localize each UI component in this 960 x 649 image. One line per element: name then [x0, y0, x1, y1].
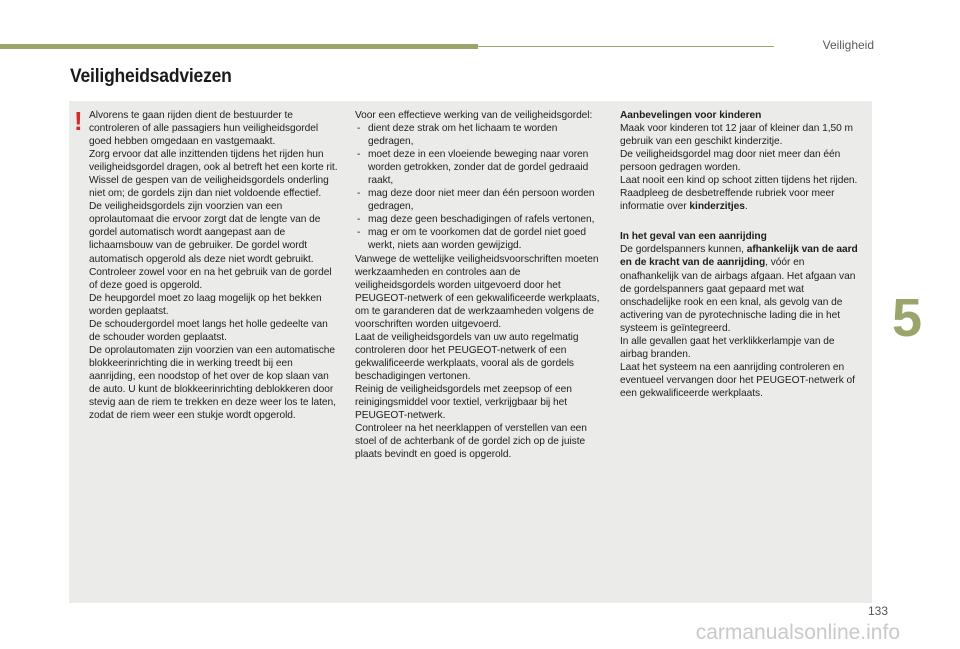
text: Raadpleeg de desbetreffende rubriek voor meer informatie over [620, 188, 835, 213]
list-item: - moet deze in een vloeiende beweging naar voren worden getrokken, zonder dat de gordel gedraaid raakt, [355, 148, 600, 187]
list-item: - dient deze strak om het lichaam te worden gedragen, [355, 122, 600, 148]
header-divider [478, 46, 774, 47]
page-title: Veiligheidsadviezen [70, 66, 232, 87]
paragraph: Vanwege de wettelijke veiligheidsvoorschriften moeten werkzaamheden en controles aan de veiligheidsgordels worden uitgevoerd door het PEUGEOT-netwerk of een gekwalificeerde werkplaats, om te garanderen dat de werkzaamheden volgens de voorschriften worden uitgevoerd. [355, 253, 600, 330]
paragraph: Controleer zowel voor en na het gebruik van de gordel of deze goed is opgerold. [89, 266, 332, 291]
paragraph: De heupgordel moet zo laag mogelijk op het bekken worden geplaatst. [89, 292, 322, 317]
chapter-number: 5 [892, 288, 923, 348]
column-3 [620, 109, 865, 400]
page-number: 133 [867, 604, 888, 618]
header-accent-bar [0, 44, 478, 49]
paragraph-intro: Voor een effectieve werking van de veiligheidsgordel: [355, 110, 593, 121]
paragraph [620, 243, 865, 334]
paragraph: Maak voor kinderen tot 12 jaar of kleiner dan 1,50 m gebruik van een geschikt kinderzitje. [620, 123, 853, 148]
paragraph: Zorg ervoor dat alle inzittenden tijdens het rijden hun veiligheidsgordel dragen, ook al betreft het een korte rit. [89, 149, 338, 174]
paragraph: De veiligheidsgordels zijn voorzien van een oprolautomaat die ervoor zorgt dat de lengte van de gordel automatisch wordt aangepast aan de lichaamsbouw van de gebruiker. De gordel wordt automatisch opgerold als deze niet wordt gebruikt. [89, 201, 321, 265]
section-label: Veiligheid [822, 38, 874, 52]
text: De gordelspanners kunnen, [620, 244, 747, 256]
child-seats-reference: kinderzitjes [689, 201, 745, 213]
paragraph: De veiligheidsgordel mag door niet meer dan één persoon gedragen worden. [620, 149, 841, 174]
list-item: - mag deze door niet meer dan één persoon worden gedragen, [355, 187, 600, 213]
paragraph: Alvorens te gaan rijden dient de bestuurder te controleren of alle passagiers hun veiligheidsgordel goed hebben omgedaan en vastgemaakt. [89, 110, 319, 148]
paragraph: Reinig de veiligheidsgordels met zeepsop of een reinigingsmiddel voor textiel, verkrijgbaar bij het PEUGEOT-netwerk. [355, 383, 572, 422]
children-heading: Aanbevelingen voor kinderen [620, 110, 762, 121]
paragraph: In alle gevallen gaat het verklikkerlampje van de airbag branden. [620, 335, 835, 360]
bullet-list [355, 122, 600, 252]
collision-heading: In het geval van een aanrijding [620, 231, 767, 243]
watermark: carmanualsonline.info [695, 621, 900, 644]
list-item: - mag er om te voorkomen dat de gordel niet goed werkt, niets aan worden gewijzigd. [355, 226, 600, 252]
exclamation-warning-icon: ! [74, 106, 83, 136]
paragraph: Controleer na het neerklappen of verstellen van een stoel of de achterbank of de gordel zich op de juiste plaats bevindt en goed is opgerold. [355, 423, 587, 461]
paragraph: Laat de veiligheidsgordels van uw auto regelmatig controleren door het PEUGEOT-netwerk of een gekwalificeerde werkplaats, vooral als de gordels beschadigingen vertonen. [355, 331, 579, 382]
paragraph: De schoudergordel moet langs het holle gedeelte van de schouder worden geplaatst. [89, 318, 328, 343]
paragraph: Laat het systeem na een aanrijding controleren en eventueel vervangen door het PEUGEOT-netwerk of een gekwalificeerde werkplaats. [620, 361, 855, 399]
text: , vóór en onafhankelijk van de airbags afgaan. Het afgaan van de gordelspanners gaat gepaard met wat onschadelijke rook en een knal, als gevolg van de activering van de pyrotechnische lading die in het systeem is geïntegreerd. [620, 257, 856, 334]
text: . [744, 201, 748, 213]
paragraph: Laat nooit een kind op schoot zitten tijdens het rijden. [620, 175, 858, 187]
emphasis: afhankelijk van de aard en de kracht van de aanrijding [620, 244, 858, 269]
column-1 [89, 109, 339, 422]
paragraph: De oprolautomaten zijn voorzien van een automatische blokkeerinrichting die in werking treedt bij een aanrijding, een noodstop of het over de kop slaan van de auto. U kunt de blokkeerinrichting deblokkeren door stevig aan de riem te trekken en deze weer los te laten, zodat de riem weer een stukje wordt opgerold. [89, 344, 336, 422]
paragraph [620, 187, 865, 213]
column-2 [355, 109, 600, 461]
list-item: - mag deze geen beschadigingen of rafels vertonen, [355, 213, 600, 226]
paragraph: Wissel de gespen van de veiligheidsgordels onderling niet om; de gordels zijn dan niet voldoende effectief. [89, 175, 329, 200]
